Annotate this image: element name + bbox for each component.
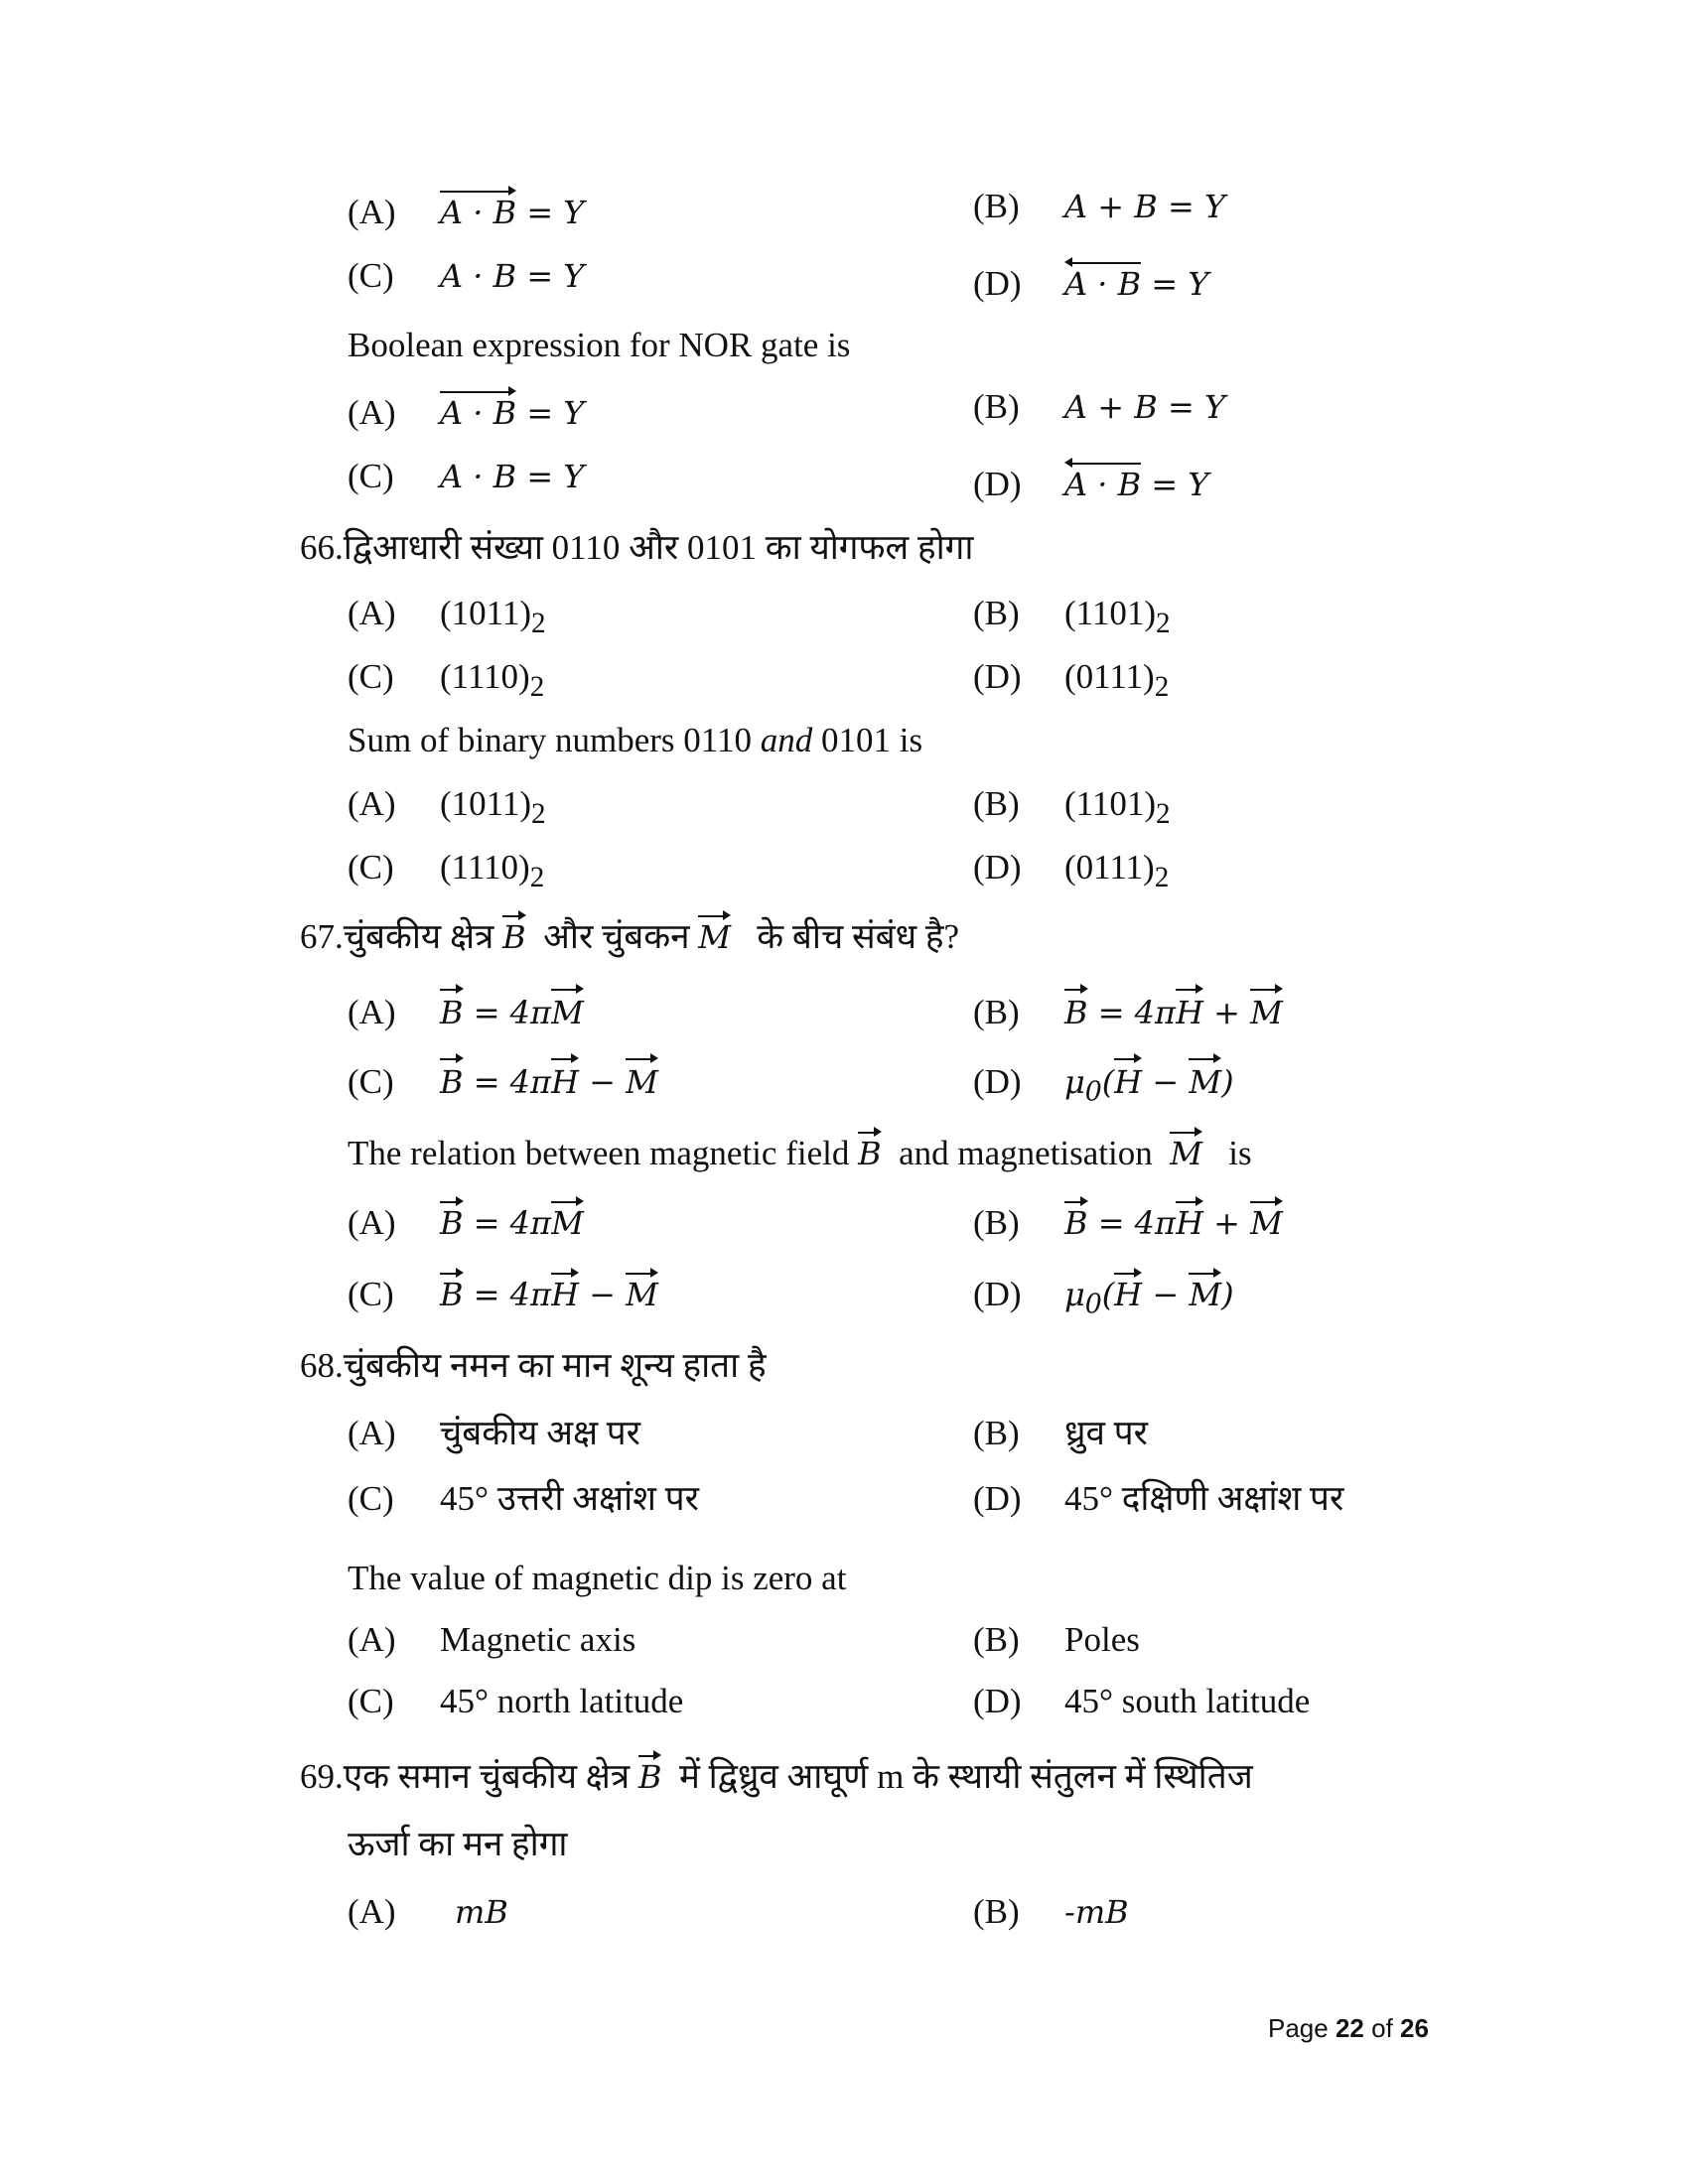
option-label: (D) — [973, 264, 1022, 303]
binary-value: (1110) — [440, 848, 530, 887]
option-label: (B) — [973, 1203, 1020, 1242]
vector-m: M — [626, 1273, 658, 1316]
option-label: (B) — [973, 594, 1020, 632]
option-d-value: 45° south latitude — [1064, 1682, 1311, 1720]
page-prefix: Page — [1268, 2013, 1329, 2043]
mu-symbol: μ — [1064, 1276, 1085, 1313]
option-label: (D) — [973, 657, 1022, 696]
base-subscript: 2 — [529, 862, 545, 893]
vector-b: B — [638, 1755, 662, 1799]
option-d-expr: A · B = Y — [1064, 262, 1208, 306]
paren: ) — [1221, 1063, 1234, 1101]
vector-m: M — [698, 915, 731, 959]
option-label: (C) — [348, 1479, 394, 1518]
option-label: (A) — [348, 1414, 396, 1452]
binary-value: (1011) — [440, 784, 532, 823]
base-subscript: 2 — [531, 798, 546, 830]
base-subscript: 2 — [1156, 798, 1171, 830]
page-number — [1268, 2013, 1429, 2044]
option-label: (B) — [973, 1414, 1020, 1452]
paren: ( — [1101, 1276, 1115, 1313]
option-label: (D) — [973, 1275, 1022, 1313]
option-b-value: -mB — [1064, 1893, 1129, 1931]
page-of: of — [1371, 2013, 1393, 2043]
binary-value: (0111) — [1064, 848, 1155, 887]
question-number: 68. — [300, 1346, 344, 1385]
vector-h: H — [1114, 1060, 1142, 1104]
option-label: (D) — [973, 1682, 1022, 1720]
italic-and: and — [760, 721, 813, 759]
paren: ( — [1101, 1063, 1115, 1101]
option-label: (C) — [348, 256, 394, 295]
vector-m: M — [1170, 1132, 1202, 1175]
option-d-expr — [1064, 1273, 1234, 1326]
option-label: (B) — [973, 993, 1020, 1031]
question-68-english: The value of magnetic dip is zero at — [348, 1559, 847, 1597]
question-text: चुंबकीय नमन का मान शून्य हाता है — [343, 1346, 767, 1385]
question-67-hindi — [300, 915, 959, 959]
question-66-hindi — [300, 526, 973, 570]
option-b-expr — [1064, 1201, 1283, 1245]
question-text: एक समान चुंबकीय क्षेत्र — [343, 1757, 631, 1796]
question-69-hindi — [300, 1755, 1253, 1799]
option-b-expr: A + B = Y — [1064, 188, 1226, 225]
total-pages: 26 — [1400, 2013, 1429, 2043]
option-b-value: ध्रुव पर — [1064, 1414, 1148, 1452]
question-text: में द्विध्रुव आघूर्ण m के स्थायी संतुलन में स्थितिज — [678, 1757, 1253, 1796]
question-text: is — [1228, 1134, 1252, 1172]
option-c-value — [440, 655, 544, 709]
binary-value: (0111) — [1064, 657, 1155, 696]
question-number: 67. — [300, 917, 344, 956]
question-number: 69. — [300, 1757, 344, 1796]
option-b-expr: A + B = Y — [1064, 388, 1226, 426]
option-a-expr — [440, 991, 584, 1034]
option-label: (C) — [348, 457, 394, 495]
option-b-value — [1064, 592, 1171, 645]
option-label: (B) — [973, 387, 1020, 426]
option-label: (A) — [348, 393, 396, 432]
base-subscript: 2 — [1154, 671, 1170, 703]
overline-left-arrow: A · B — [1064, 262, 1141, 306]
vector-b: B — [440, 1201, 464, 1245]
paren: ) — [1221, 1276, 1234, 1313]
base-subscript: 2 — [529, 671, 545, 703]
vector-m: M — [1189, 1273, 1221, 1316]
question-text: के बीच संबंध है? — [757, 917, 959, 956]
option-label: (C) — [348, 1275, 394, 1313]
option-label: (D) — [973, 1479, 1022, 1518]
option-label: (A) — [348, 1620, 396, 1659]
option-label: (C) — [348, 1682, 394, 1720]
question-66-english — [348, 719, 922, 762]
option-c-value: 45° north latitude — [440, 1682, 684, 1720]
vector-b: B — [440, 1273, 464, 1316]
option-label: (A) — [348, 193, 396, 231]
option-label: (A) — [348, 1203, 396, 1242]
option-d-value: 45° दक्षिणी अक्षांश पर — [1064, 1479, 1344, 1518]
question-text: Sum of binary numbers 0110 — [348, 721, 761, 759]
option-label: (D) — [973, 1062, 1022, 1101]
plus-sign: + — [1202, 1204, 1251, 1242]
option-a-expr — [440, 1201, 584, 1245]
option-a-value — [440, 782, 546, 836]
option-label: (A) — [348, 784, 396, 823]
option-b-value: Poles — [1064, 1620, 1140, 1659]
vector-m: M — [626, 1060, 658, 1104]
question-text: द्विआधारी संख्या 0110 और 0101 का योगफल होगा — [343, 528, 974, 567]
question-text: चुंबकीय क्षेत्र — [343, 917, 494, 956]
option-d-expr: A · B = Y — [1064, 463, 1208, 506]
equals-4pi: = 4π — [463, 994, 552, 1031]
option-label: (B) — [973, 784, 1020, 823]
binary-value: (1101) — [1064, 784, 1157, 823]
vector-h: H — [551, 1273, 579, 1316]
vector-b: B — [440, 991, 464, 1034]
option-a-value — [440, 592, 546, 645]
vector-m: M — [551, 1201, 584, 1245]
option-a-expr: A · B = Y — [440, 391, 584, 435]
option-d-expr — [1064, 1060, 1234, 1114]
option-c-expr: A · B = Y — [440, 458, 585, 495]
minus-sign: − — [1142, 1276, 1190, 1313]
option-a-expr: A · B = Y — [440, 191, 584, 234]
mu-subscript: 0 — [1084, 1289, 1102, 1320]
base-subscript: 2 — [1156, 608, 1171, 639]
option-label: (A) — [348, 594, 396, 632]
current-page: 22 — [1335, 2013, 1364, 2043]
minus-sign: − — [578, 1063, 627, 1101]
option-d-value — [1064, 655, 1169, 709]
question-67-english — [348, 1132, 1252, 1175]
mu-subscript: 0 — [1084, 1076, 1102, 1108]
question-number: 66. — [300, 528, 344, 567]
equals-4pi: = 4π — [463, 1276, 552, 1313]
option-c-expr — [440, 1060, 658, 1104]
question-69-hindi-line2: ऊर्जा का मन होगा — [348, 1825, 568, 1863]
vector-b: B — [502, 915, 526, 959]
mu-symbol: μ — [1064, 1063, 1085, 1101]
binary-value: (1011) — [440, 594, 532, 632]
vector-m: M — [1189, 1060, 1221, 1104]
plus-sign: + — [1202, 994, 1251, 1031]
option-label: (C) — [348, 1062, 394, 1101]
option-d-value — [1064, 846, 1169, 899]
question-65-text: Boolean expression for NOR gate is — [348, 326, 851, 364]
option-label: (D) — [973, 465, 1022, 503]
question-text: The relation between magnetic field — [348, 1134, 850, 1172]
vector-m: M — [1250, 991, 1283, 1034]
base-subscript: 2 — [531, 608, 546, 639]
equals-4pi: = 4π — [1087, 994, 1177, 1031]
option-label: (B) — [973, 1620, 1020, 1659]
option-label: (B) — [973, 1892, 1020, 1931]
vector-h: H — [1114, 1273, 1142, 1316]
question-text: और चुंबकन — [543, 917, 690, 956]
vector-b: B — [1064, 991, 1088, 1034]
overline-arrow: A · B — [440, 191, 516, 234]
vector-b: B — [1064, 1201, 1088, 1245]
option-label: (C) — [348, 848, 394, 887]
equals-4pi: = 4π — [1087, 1204, 1177, 1242]
option-c-expr — [440, 1273, 658, 1316]
option-a-value: mB — [455, 1893, 508, 1931]
question-68-hindi — [300, 1344, 767, 1388]
option-c-value — [440, 846, 544, 899]
binary-value: (1101) — [1064, 594, 1157, 632]
minus-sign: − — [1142, 1063, 1190, 1101]
vector-b: B — [858, 1132, 882, 1175]
vector-h: H — [1176, 991, 1203, 1034]
equals-4pi: = 4π — [463, 1063, 552, 1101]
option-a-value: चुंबकीय अक्ष पर — [440, 1414, 640, 1452]
option-c-expr: A · B = Y — [440, 257, 585, 295]
option-label: (D) — [973, 848, 1022, 887]
equals-4pi: = 4π — [463, 1204, 552, 1242]
vector-m: M — [551, 991, 584, 1034]
option-label: (C) — [348, 657, 394, 696]
option-b-expr — [1064, 991, 1283, 1034]
option-a-value: Magnetic axis — [440, 1620, 636, 1659]
base-subscript: 2 — [1154, 862, 1170, 893]
binary-value: (1110) — [440, 657, 530, 696]
overline-arrow: A · B — [440, 391, 516, 435]
question-text: and magnetisation — [899, 1134, 1153, 1172]
minus-sign: − — [578, 1276, 627, 1313]
vector-h: H — [1176, 1201, 1203, 1245]
vector-h: H — [551, 1060, 579, 1104]
option-label: (A) — [348, 993, 396, 1031]
question-text-end: 0101 is — [812, 721, 923, 759]
option-c-value: 45° उत्तरी अक्षांश पर — [440, 1479, 699, 1518]
vector-m: M — [1250, 1201, 1283, 1245]
option-label: (A) — [348, 1892, 396, 1931]
vector-b: B — [440, 1060, 464, 1104]
overline-left-arrow: A · B — [1064, 463, 1141, 506]
option-b-value — [1064, 782, 1171, 836]
option-label: (B) — [973, 187, 1020, 225]
